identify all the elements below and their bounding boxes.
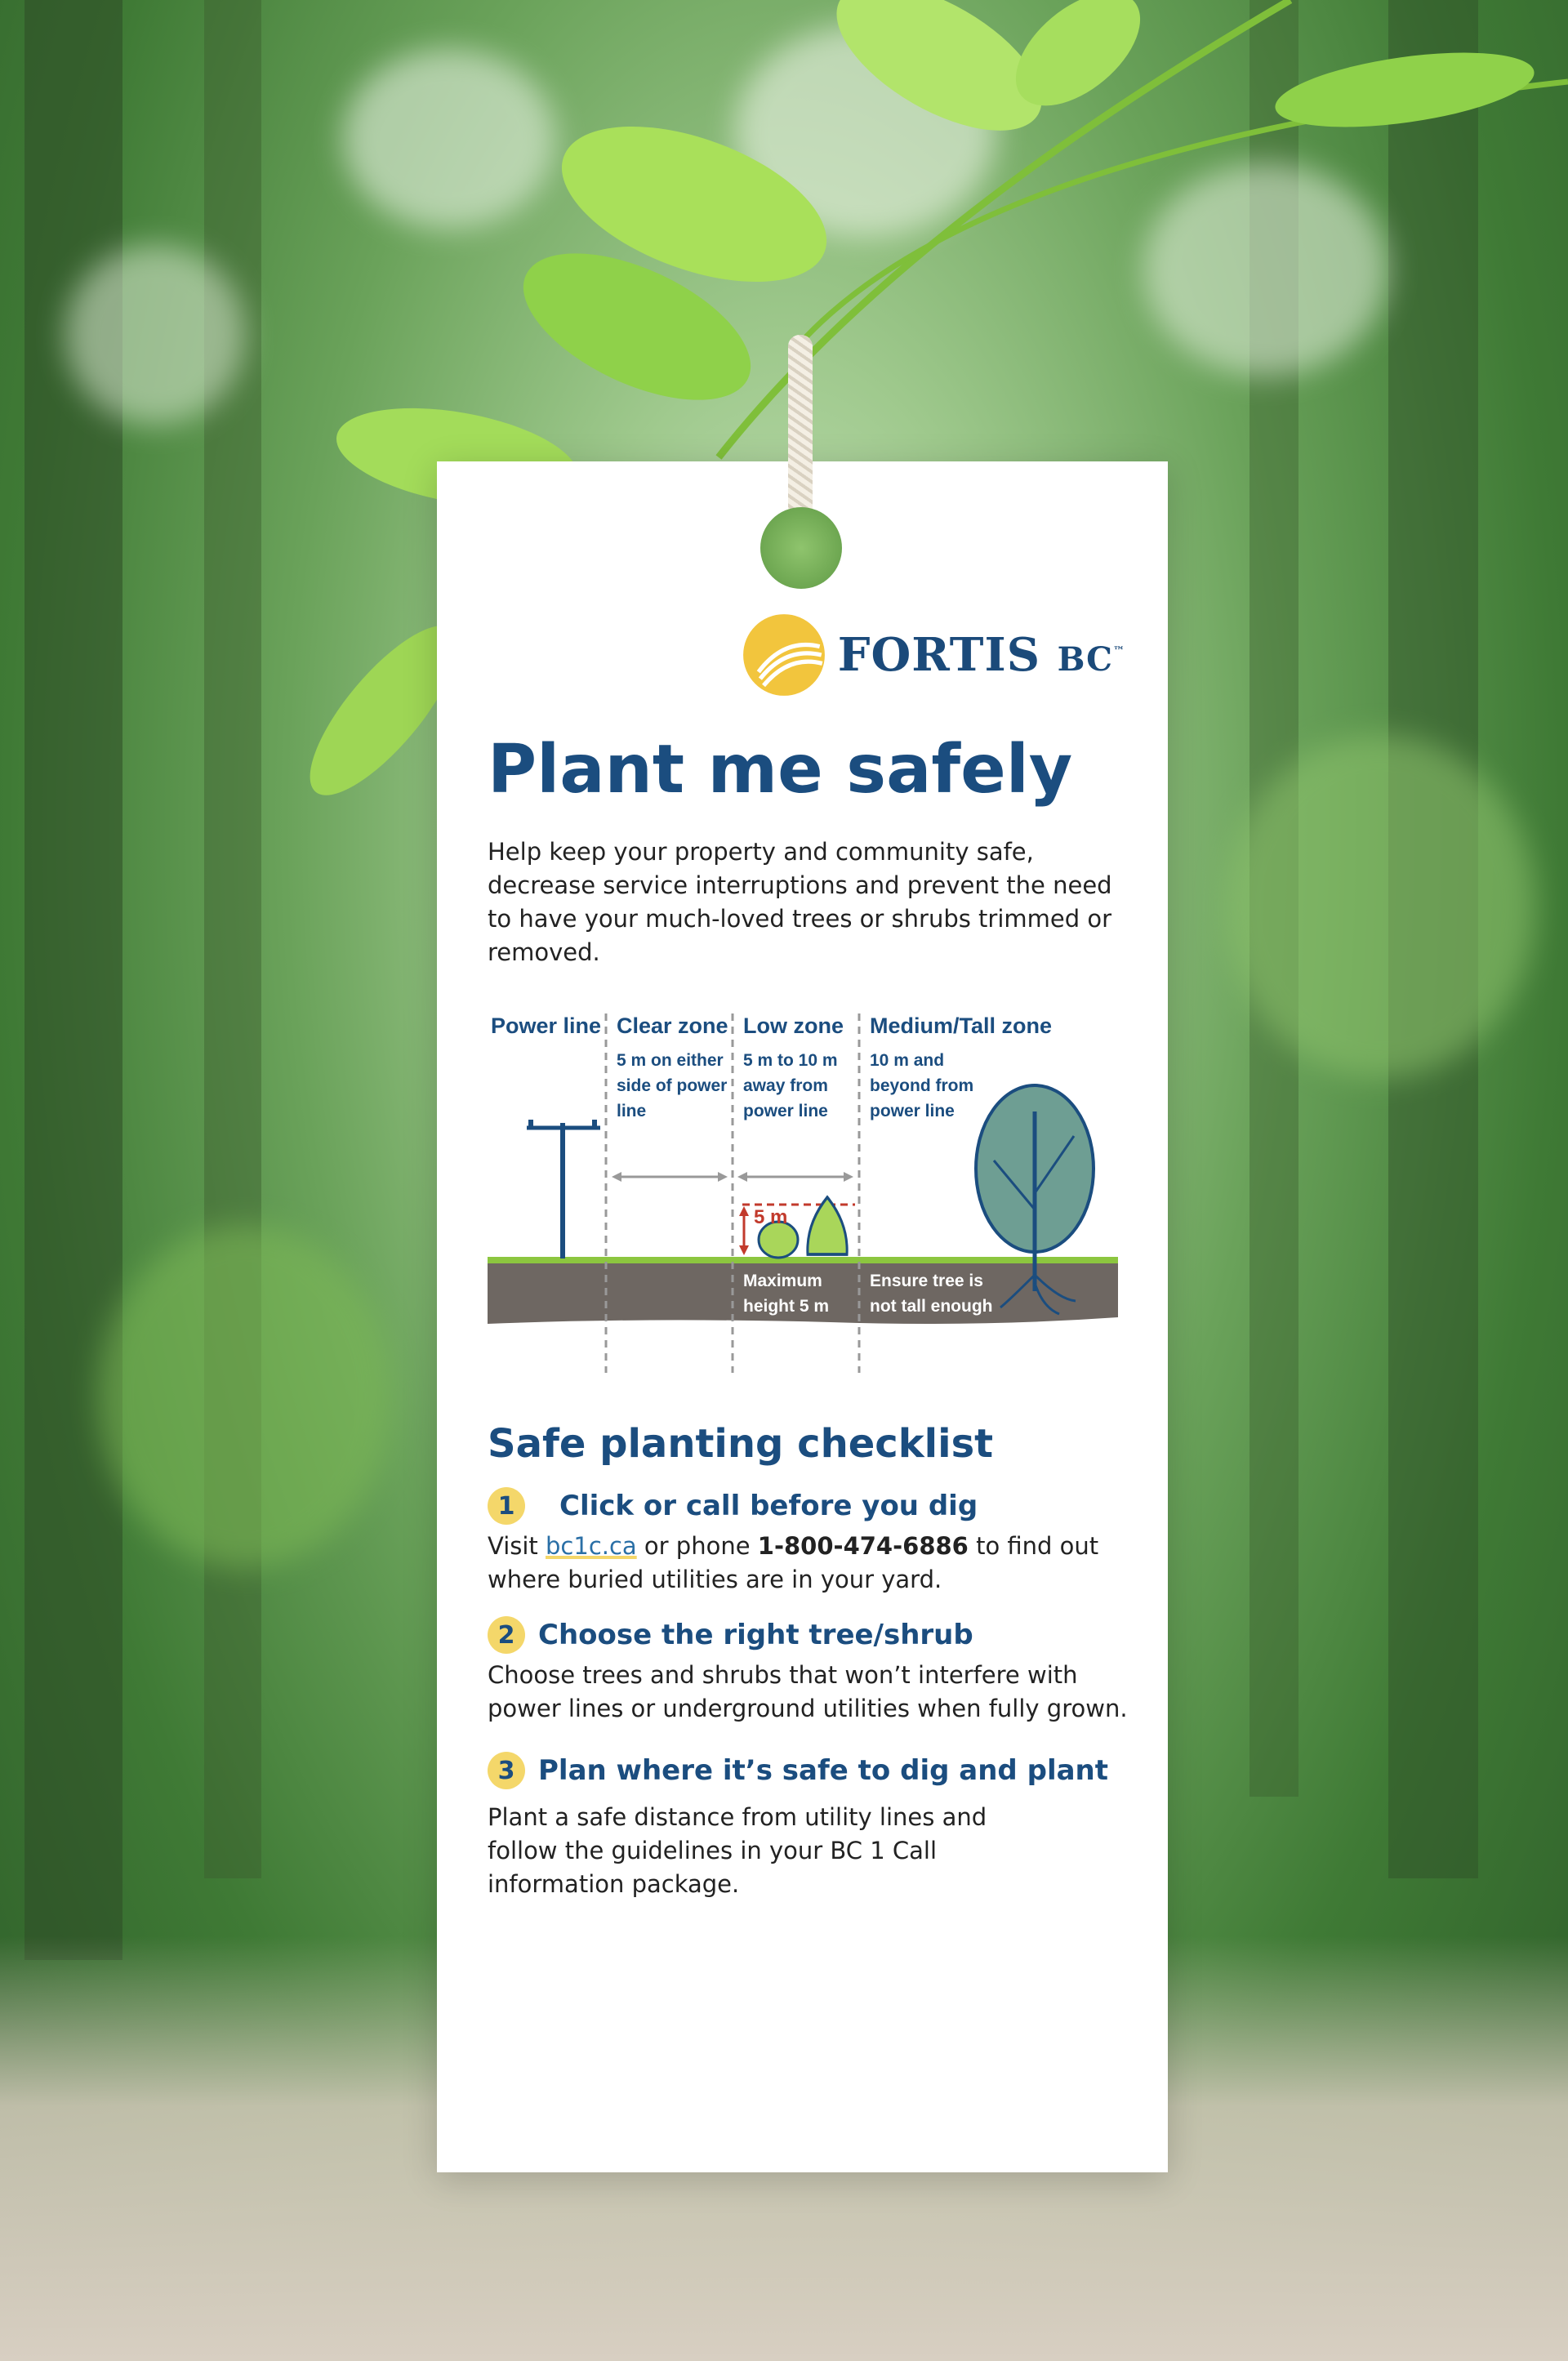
planting-zones-diagram	[488, 1013, 1118, 1373]
zone-label-power-line: Power line	[491, 1013, 602, 1038]
brand-name: FORTIS BC™	[837, 628, 1125, 682]
ground-note-low: Maximum height 5 m	[743, 1272, 830, 1316]
zone-desc-clear: 5 m on either side of power line	[617, 1051, 728, 1120]
fortis-logo-icon	[742, 613, 826, 697]
tag-hole	[760, 507, 842, 589]
ground-note-tall: Ensure tree is not tall enough to fall on power line	[870, 1272, 997, 1366]
zone-label-clear: Clear zone	[617, 1013, 728, 1038]
step-title: Choose the right tree/shrub	[538, 1619, 973, 1651]
checklist-item-3	[488, 1752, 1133, 1901]
zone-label-low: Low zone	[743, 1013, 844, 1038]
step-body: Plant a safe distance from utility lines and follow the guidelines in your BC 1 Call information package.	[488, 1803, 987, 1898]
step-title: Click or call before you dig	[559, 1490, 978, 1522]
bc1c-link[interactable]: bc1c.ca	[546, 1532, 637, 1560]
checklist-title: Safe planting checklist	[488, 1421, 994, 1467]
zone-desc-medium-tall: 10 m and beyond from power line	[870, 1051, 974, 1120]
zone-label-medium-tall: Medium/Tall zone	[870, 1013, 1053, 1038]
fortis-bc-logo	[742, 613, 1125, 697]
step-number: 1	[488, 1487, 525, 1525]
step-title: Plan where it’s safe to dig and plant	[538, 1754, 1108, 1787]
step-number: 2	[488, 1616, 525, 1654]
hang-tag	[437, 461, 1168, 2172]
step-number: 3	[488, 1752, 525, 1789]
checklist-item-1	[488, 1487, 1133, 1597]
height-marker-label: 5 m	[754, 1206, 788, 1228]
intro-text: Help keep your property and community safe, decrease service interruptions and prevent the need to have your much-loved trees or shrubs trimmed or removed.	[488, 838, 1112, 966]
zone-desc-low: 5 m to 10 m away from power line	[743, 1051, 838, 1120]
step-body: Visit bc1c.ca or phone 1-800-474-6886 to find out where buried utilities are in your yard.	[488, 1532, 1099, 1593]
page-title: Plant me safely	[488, 731, 1073, 809]
step-body: Choose trees and shrubs that won’t interfere with power lines or underground utilities when fully grown.	[488, 1661, 1128, 1722]
phone-number[interactable]: 1-800-474-6886	[757, 1532, 969, 1560]
checklist-item-2	[488, 1616, 1133, 1726]
